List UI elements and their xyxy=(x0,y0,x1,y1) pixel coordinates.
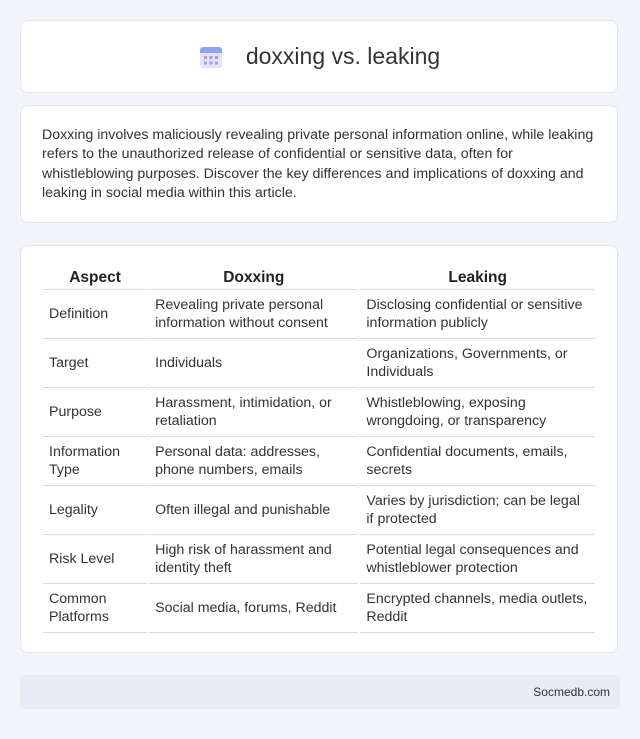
cell-doxxing: High risk of harassment and identity theft xyxy=(149,535,358,584)
header-leaking: Leaking xyxy=(360,266,595,290)
cell-aspect: Legality xyxy=(43,486,147,535)
page-title: doxxing vs. leaking xyxy=(245,43,441,69)
cell-leaking: Whistleblowing, exposing wrongdoing, or transparency xyxy=(360,388,595,437)
cell-doxxing: Often illegal and punishable xyxy=(149,486,358,535)
cell-leaking: Potential legal consequences and whistleblower protection xyxy=(360,535,595,584)
table-card xyxy=(20,245,618,653)
cell-aspect: Purpose xyxy=(43,388,147,437)
cell-doxxing: Revealing private personal information without consent xyxy=(149,290,358,339)
title-card xyxy=(20,20,618,93)
table-row xyxy=(43,584,595,633)
header-aspect: Aspect xyxy=(43,266,147,290)
table-row xyxy=(43,339,595,388)
cell-doxxing: Harassment, intimidation, or retaliation xyxy=(149,388,358,437)
comparison-table xyxy=(41,266,597,633)
table-row xyxy=(43,290,595,339)
cell-doxxing: Social media, forums, Reddit xyxy=(149,584,358,633)
calendar-icon xyxy=(198,44,224,70)
cell-aspect: Target xyxy=(43,339,147,388)
cell-aspect: Common Platforms xyxy=(43,584,147,633)
table-header-row xyxy=(43,266,595,290)
table-row xyxy=(43,437,595,486)
header-doxxing: Doxxing xyxy=(149,266,358,290)
cell-doxxing: Individuals xyxy=(149,339,358,388)
cell-leaking: Organizations, Governments, or Individuals xyxy=(360,339,595,388)
cell-leaking: Encrypted channels, media outlets, Reddit xyxy=(360,584,595,633)
cell-aspect: Definition xyxy=(43,290,147,339)
cell-aspect: Information Type xyxy=(43,437,147,486)
table-row xyxy=(43,486,595,535)
cell-aspect: Risk Level xyxy=(43,535,147,584)
intro-text: Doxxing involves maliciously revealing private personal information online, while leaking refers to the unauthorized release of confidential or sensitive data, often for whistleblowing purposes. Discover the key differences and implications of doxxing and leaking in social media within this article. xyxy=(42,127,594,201)
footer-site-link[interactable]: Socmedb.com xyxy=(533,685,610,699)
table-row xyxy=(43,535,595,584)
footer xyxy=(20,675,620,709)
cell-leaking: Varies by jurisdiction; can be legal if protected xyxy=(360,486,595,535)
intro-card xyxy=(20,105,618,223)
cell-doxxing: Personal data: addresses, phone numbers, emails xyxy=(149,437,358,486)
cell-leaking: Disclosing confidential or sensitive information publicly xyxy=(360,290,595,339)
table-row xyxy=(43,388,595,437)
cell-leaking: Confidential documents, emails, secrets xyxy=(360,437,595,486)
